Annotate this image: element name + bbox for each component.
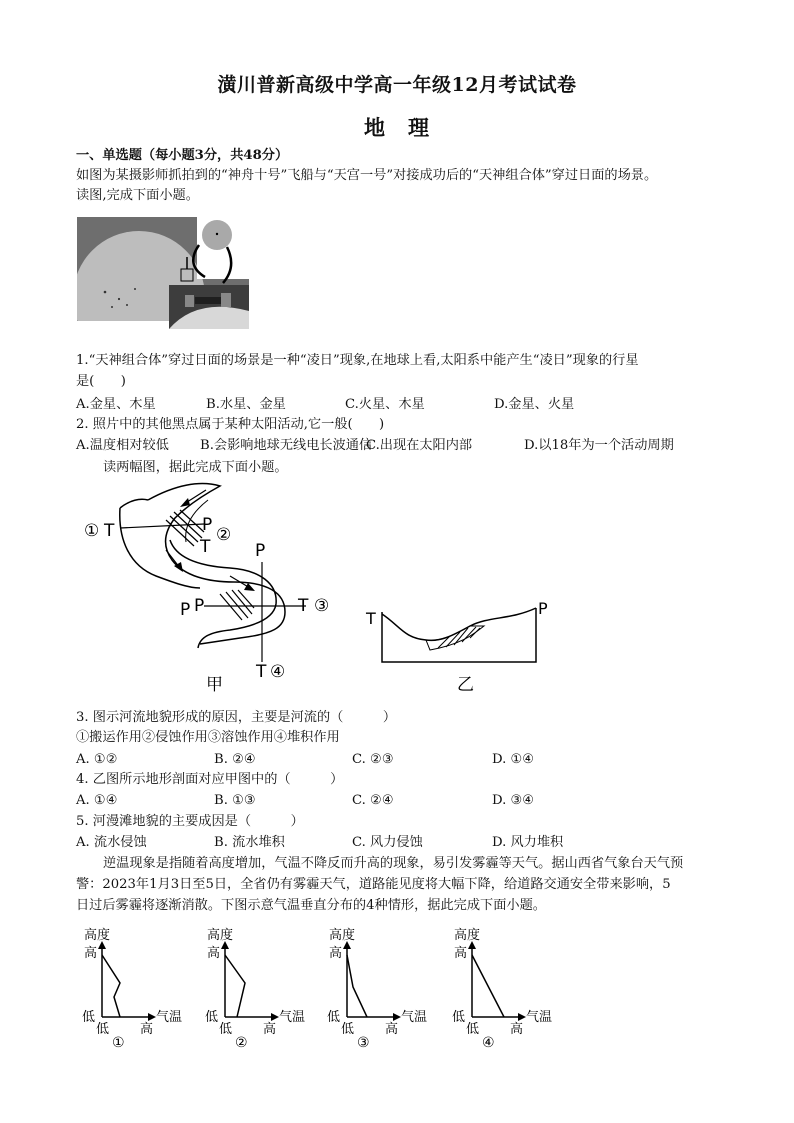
jia-label-t1: T — [104, 521, 115, 541]
y-low-label: 低 — [327, 1010, 341, 1025]
q3-option-a: A. ①② — [76, 752, 118, 767]
intro-line-2: 读图,完成下面小题。 — [76, 188, 199, 203]
q5-option-c: C. 风力侵蚀 — [352, 835, 423, 850]
q4-option-b: B. ①③ — [214, 793, 256, 808]
x-axis-arrow — [393, 1013, 401, 1021]
x-low-label: 低 — [96, 1022, 110, 1037]
x-axis-label: 气温 — [156, 1010, 183, 1025]
q4-stem: 4. 乙图所示地形剖面对应甲图中的（ ） — [76, 772, 344, 787]
figure-yi-profile — [360, 590, 550, 700]
jia-label-t3: T — [298, 596, 309, 616]
jia-label-2: ② — [216, 525, 232, 545]
jia-label-t2: T — [200, 537, 211, 557]
x-axis-arrow — [148, 1013, 156, 1021]
y-low-label: 低 — [82, 1010, 96, 1025]
jia-label-p1: P — [180, 600, 191, 620]
x-axis-label: 气温 — [526, 1010, 553, 1025]
jia-label-1: ① — [84, 521, 100, 541]
temperature-profile-graphs — [78, 925, 578, 1050]
q2-option-a: A.温度相对较低 — [76, 438, 169, 453]
q3-sub: ①搬运作用②侵蚀作用③溶蚀作用④堆积作用 — [76, 730, 340, 745]
sun-transit-photo — [77, 217, 249, 339]
jia-caption: 甲 — [206, 675, 223, 695]
x-high-label: 高 — [510, 1022, 524, 1037]
subject-title: 地 理 — [364, 115, 430, 140]
q3-stem: 3. 图示河流地貌形成的原因，主要是河流的（ ） — [76, 710, 397, 725]
temperature-profile-line — [347, 955, 367, 1017]
x-axis-label: 气温 — [401, 1010, 428, 1025]
x-axis-arrow — [271, 1013, 279, 1021]
passage-line-3: 日过后雾霾将逐渐消散。下图示意气温垂直分布的4种情形，据此完成下面小题。 — [76, 898, 546, 913]
q1-option-a: A.金星、木星 — [76, 397, 156, 412]
x-low-label: 低 — [466, 1022, 480, 1037]
x-high-label: 高 — [263, 1022, 277, 1037]
x-axis-arrow — [518, 1013, 526, 1021]
q4-option-a: A. ①④ — [76, 793, 118, 808]
q5-option-b: B. 流水堆积 — [214, 835, 285, 850]
yi-caption: 乙 — [457, 675, 474, 695]
q1-stem-line-1: 1.“天神组合体”穿过日面的场景是一种“凌日”现象,在地球上看,太阳系中能产生“凌日”现象的行星 — [76, 353, 639, 368]
y-high-label: 高 — [207, 946, 221, 961]
y-high-label: 高 — [84, 946, 98, 961]
x-low-label: 低 — [341, 1022, 355, 1037]
y-axis-label: 高度 — [454, 928, 481, 943]
jia-label-t4: T — [256, 662, 267, 682]
q2-option-c: C.出现在太阳内部 — [366, 438, 473, 453]
q1-option-d: D.金星、火星 — [494, 397, 575, 412]
y-high-label: 高 — [454, 946, 468, 961]
graph-number-label: ③ — [357, 1035, 370, 1050]
jia-label-p2: P — [202, 515, 213, 535]
intro-two-figures: 读两幅图，据此完成下面小题。 — [103, 460, 288, 475]
q2-option-b: B.会影响地球无线电长波通信 — [200, 438, 373, 453]
temp-graph-4 — [448, 925, 558, 1050]
jia-label-p3: P — [194, 596, 205, 616]
jia-label-p4: P — [255, 541, 266, 561]
y-axis-label: 高度 — [207, 928, 234, 943]
q3-option-d: D. ①④ — [492, 752, 535, 767]
x-high-label: 高 — [140, 1022, 154, 1037]
temp-graph-2 — [201, 925, 311, 1050]
temperature-profile-line — [472, 955, 504, 1017]
x-low-label: 低 — [219, 1022, 233, 1037]
passage-line-1: 逆温现象是指随着高度增加，气温不降反而升高的现象，易引发雾霾等天气。据山西省气象台天气预 — [103, 856, 684, 871]
y-axis-label: 高度 — [329, 928, 356, 943]
x-axis-label: 气温 — [279, 1010, 306, 1025]
q1-stem-line-2: 是( ) — [76, 374, 126, 389]
temp-graph-1 — [78, 925, 188, 1050]
y-high-label: 高 — [329, 946, 343, 961]
jia-label-4: ④ — [270, 662, 286, 682]
figure-jia-meander — [80, 480, 350, 695]
q3-option-b: B. ②④ — [214, 752, 256, 767]
paper-title: 潢川普新高级中学高一年级12月考试试卷 — [217, 74, 577, 96]
q5-option-a: A. 流水侵蚀 — [76, 835, 147, 850]
graph-number-label: ② — [235, 1035, 248, 1050]
q3-option-c: C. ②③ — [352, 752, 394, 767]
q2-option-d: D.以18年为一个活动周期 — [524, 438, 674, 453]
q4-option-d: D. ③④ — [492, 793, 535, 808]
y-low-label: 低 — [205, 1010, 219, 1025]
passage-line-2: 警：2023年1月3日至5日，全省仍有雾霾天气，道路能见度将大幅下降，给道路交通安全带来影响，5 — [76, 877, 671, 892]
y-low-label: 低 — [452, 1010, 466, 1025]
jia-label-3: ③ — [314, 596, 330, 616]
yi-label-p: P — [538, 599, 548, 618]
q4-option-c: C. ②④ — [352, 793, 394, 808]
graph-number-label: ① — [112, 1035, 125, 1050]
temperature-profile-line — [102, 955, 120, 1017]
graph-number-label: ④ — [482, 1035, 495, 1050]
temp-graph-3 — [323, 925, 433, 1050]
y-axis-label: 高度 — [84, 928, 111, 943]
q5-stem: 5. 河漫滩地貌的主要成因是（ ） — [76, 814, 304, 829]
q2-stem: 2. 照片中的其他黑点属于某种太阳活动,它一般( ) — [76, 417, 385, 432]
x-high-label: 高 — [385, 1022, 399, 1037]
yi-label-t: T — [366, 609, 376, 628]
temperature-profile-line — [225, 955, 245, 1017]
q5-option-d: D. 风力堆积 — [492, 835, 564, 850]
intro-line-1: 如图为某摄影师抓拍到的“神舟十号”飞船与“天宫一号”对接成功后的“天神组合体”穿过日面的场景。 — [76, 168, 658, 183]
q1-option-b: B.水星、金星 — [206, 397, 286, 412]
section-heading: 一、单选题（每小题3分，共48分） — [76, 148, 289, 163]
q1-option-c: C.火星、木星 — [345, 397, 425, 412]
